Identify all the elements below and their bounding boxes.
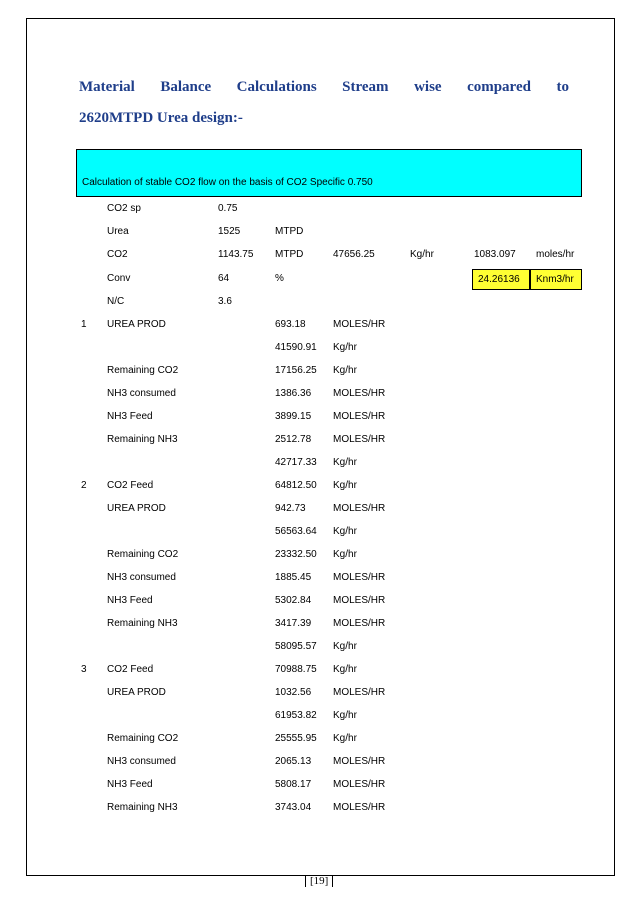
row-unit: MOLES/HR	[333, 572, 386, 583]
row-number: 1	[81, 319, 87, 330]
param-unit: %	[275, 273, 284, 284]
title-word: compared	[467, 79, 531, 95]
row-unit: MOLES/HR	[333, 434, 386, 445]
param-label: CO2 sp	[107, 203, 141, 214]
param-unit-kg: Kg/hr	[410, 249, 434, 260]
row-value: 2512.78	[275, 434, 312, 445]
row-unit: Kg/hr	[333, 457, 357, 468]
param-value: 64	[218, 273, 230, 284]
row-value: 58095.57	[275, 641, 317, 652]
row-label: Remaining NH3	[107, 802, 178, 813]
row-unit: MOLES/HR	[333, 756, 386, 767]
row-number: 3	[81, 664, 87, 675]
row-label: NH3 consumed	[107, 756, 176, 767]
row-unit: Kg/hr	[333, 480, 357, 491]
highlight-value-cell	[472, 269, 530, 290]
row-label: NH3 Feed	[107, 411, 153, 422]
row-unit: Kg/hr	[333, 342, 357, 353]
param-label: CO2	[107, 249, 128, 260]
page-number: [19]	[305, 875, 333, 887]
title-word: wise	[414, 79, 442, 95]
row-value: 41590.91	[275, 342, 317, 353]
param-value: 1525	[218, 226, 241, 237]
row-value: 5808.17	[275, 779, 312, 790]
param-label: Urea	[107, 226, 129, 237]
row-label: UREA PROD	[107, 319, 166, 330]
row-label: Remaining NH3	[107, 618, 178, 629]
row-unit: Kg/hr	[333, 664, 357, 675]
title-word: Material	[79, 79, 135, 95]
row-value: 17156.25	[275, 365, 317, 376]
param-label: Conv	[107, 273, 131, 284]
row-unit: Kg/hr	[333, 710, 357, 721]
row-unit: Kg/hr	[333, 733, 357, 744]
row-unit: MOLES/HR	[333, 411, 386, 422]
param-value-moles: 1083.097	[474, 249, 516, 260]
row-value: 42717.33	[275, 457, 317, 468]
row-label: NH3 Feed	[107, 779, 153, 790]
row-label: UREA PROD	[107, 503, 166, 514]
row-value: 3899.15	[275, 411, 312, 422]
row-value: 56563.64	[275, 526, 317, 537]
row-unit: Kg/hr	[333, 641, 357, 652]
title-word: Calculations	[236, 79, 317, 95]
row-unit: MOLES/HR	[333, 319, 386, 330]
row-value: 693.18	[275, 319, 306, 330]
calculation-header-band	[76, 149, 582, 197]
row-value: 64812.50	[275, 480, 317, 491]
row-value: 1885.45	[275, 572, 312, 583]
row-number: 2	[81, 480, 87, 491]
row-unit: MOLES/HR	[333, 779, 386, 790]
param-value-kg: 47656.25	[333, 249, 375, 260]
highlight-value: 24.26136	[478, 274, 520, 285]
row-unit: MOLES/HR	[333, 802, 386, 813]
row-label: Remaining CO2	[107, 549, 179, 560]
row-value: 5302.84	[275, 595, 312, 606]
row-unit: Kg/hr	[333, 549, 357, 560]
row-value: 25555.95	[275, 733, 317, 744]
page-border	[26, 18, 615, 876]
row-label: CO2 Feed	[107, 664, 154, 675]
row-value: 1386.36	[275, 388, 312, 399]
row-label: Remaining CO2	[107, 365, 179, 376]
row-value: 942.73	[275, 503, 306, 514]
row-unit: MOLES/HR	[333, 687, 386, 698]
row-value: 3743.04	[275, 802, 312, 813]
row-label: NH3 Feed	[107, 595, 153, 606]
title-line-2: 2620MTPD Urea design:-	[79, 110, 243, 126]
param-unit: MTPD	[275, 249, 304, 260]
title-word: Balance	[160, 79, 212, 95]
param-value: 3.6	[218, 296, 232, 307]
row-value: 23332.50	[275, 549, 317, 560]
row-unit: Kg/hr	[333, 365, 357, 376]
param-label: N/C	[107, 296, 125, 307]
row-label: Remaining NH3	[107, 434, 178, 445]
title-word: to	[556, 79, 569, 95]
highlight-unit-cell	[530, 269, 582, 290]
param-value: 0.75	[218, 203, 238, 214]
row-label: NH3 consumed	[107, 388, 176, 399]
row-label: CO2 Feed	[107, 480, 154, 491]
row-unit: MOLES/HR	[333, 595, 386, 606]
row-value: 61953.82	[275, 710, 317, 721]
param-unit-moles: moles/hr	[536, 249, 575, 260]
title-line-1	[79, 79, 569, 96]
row-value: 1032.56	[275, 687, 312, 698]
param-value: 1143.75	[218, 249, 254, 260]
row-value: 70988.75	[275, 664, 317, 675]
row-label: UREA PROD	[107, 687, 166, 698]
row-unit: Kg/hr	[333, 526, 357, 537]
highlight-unit: Knm3/hr	[536, 274, 574, 285]
row-label: NH3 consumed	[107, 572, 176, 583]
row-unit: MOLES/HR	[333, 503, 386, 514]
row-value: 3417.39	[275, 618, 312, 629]
row-value: 2065.13	[275, 756, 312, 767]
calculation-header-text: Calculation of stable CO2 flow on the basis of CO2 Specific 0.750	[82, 177, 373, 188]
param-unit: MTPD	[275, 226, 304, 237]
row-unit: MOLES/HR	[333, 618, 386, 629]
row-unit: MOLES/HR	[333, 388, 386, 399]
title-word: Stream	[342, 79, 389, 95]
row-label: Remaining CO2	[107, 733, 179, 744]
